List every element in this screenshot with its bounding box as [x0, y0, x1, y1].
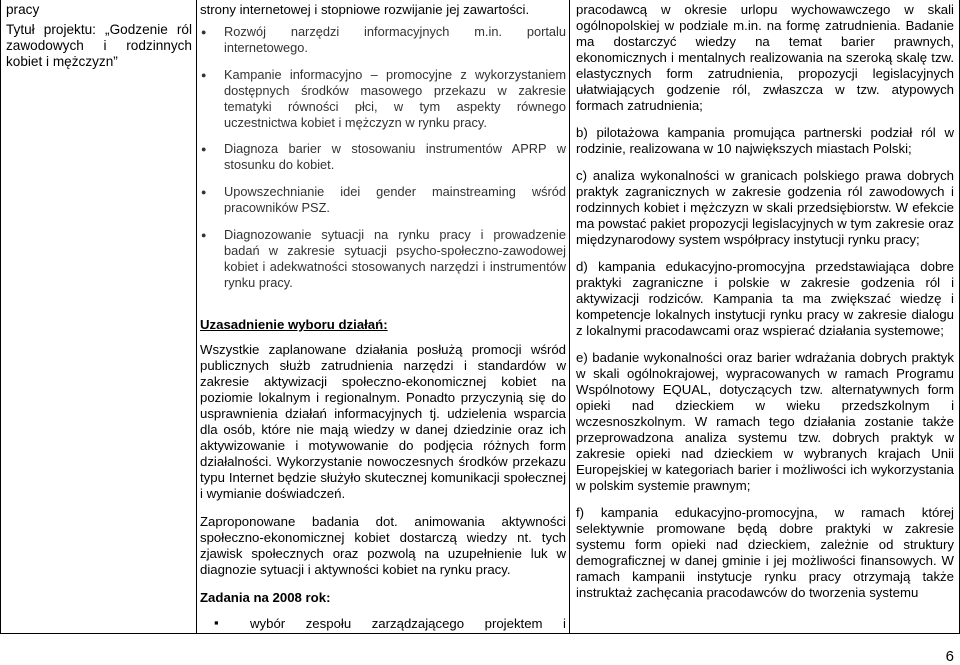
list-item: ▪ wybór zespołu zarządzającego projektem i — [200, 616, 566, 632]
list-item: ● Kampanie informacyjno – promocyjne z wykorzystaniem dostępnych środków masowego przekazu w zakresie tematyki równości płci, w tym aspekty równego uczestnictwa kobiet i mężczyzn w rynku pracy. — [200, 67, 566, 131]
tasks-heading: Zadania na 2008 rok: — [200, 590, 331, 605]
project-title: Tytuł projektu: „Godzenie ról zawodowych i rodzinnych kobiet i mężczyzn” — [6, 22, 192, 69]
proposed-text: Zaproponowane badania dot. animowania aktywności społeczno-ekonomicznej kobiet dostarczą wiedzy nt. tych zjawisk społecznych oraz pozwolą na uzupełnienie luk w diagnozie sytuacji i aktywności kobiet na rynku pracy. — [200, 514, 566, 577]
row-label: pracy — [6, 2, 40, 17]
list-item: e) badanie wykonalności oraz barier wdrażania dobrych praktyk w skali ogólnokrajowej, wypracowanych w ramach Programu Wspólnotowy EQUAL, dotyczących tzw. alternatywnych form opieki nad dzieckiem w wieku przedszkolnym i wczesnoszkolnym. W ramach tego działania zostanie także przeprowadzona analiza systemu tzw. dobrych praktyk w zakresie opieki nad dzieckiem w wybranych krajach Unii Europejskiej w kategoriach barier i możliwości ich wykorzystania w polskim systemie prawnym; — [576, 350, 954, 493]
list-item: ● Upowszechnianie idei gender mainstreaming wśród pracowników PSZ. — [200, 184, 566, 216]
table-border-left — [0, 0, 1, 634]
actions-list — [200, 24, 566, 291]
list-item: d) kampania edukacyjno-promocyjna przedstawiająca dobre praktyki zagraniczne i polskie w zakresie godzenia ról i aktywizacji rodziców. Kampania ta ma zwiększać wiedzę i kompetencje lokalnych instytucji rynku pracy w zakresie dialogu z lokalnymi pracodawcami oraz wspierać działania systemowe; — [576, 259, 954, 338]
page-number: 6 — [945, 648, 954, 665]
intro-text: strony internetowej i stopniowe rozwijanie jej zawartości. — [200, 2, 530, 17]
list-item: ● Diagnozowanie sytuacji na rynku pracy i prowadzenie badań w zakresie sytuacji psycho-społeczno-zawodowej kobiet i adekwatności stosowanych narzędzi i instrumentów rynku pracy. — [200, 227, 566, 291]
table-border-col2 — [569, 0, 570, 634]
middle-column — [200, 0, 566, 634]
list-item: ● Diagnoza barier w stosowaniu instrumentów APRP w stosunku do kobiet. — [200, 141, 566, 173]
research-intro: pracodawcą w okresie urlopu wychowawczego w skali ogólnopolskiej w podziale m.in. na formę zatrudnienia. Badanie ma dostarczyć wiedzy na temat barier prawnych, ekonomicznych i mentalnych realizowania na szeroką skalę tzw. elastycznych form zatrudnienia, propozycji legislacyjnych ułatwiających godzenie ról, zwłaszcza w tzw. atypowych formach zatrudnienia; — [576, 2, 954, 113]
list-item: c) analiza wykonalności w granicach polskiego prawa dobrych praktyk zagranicznych w zakresie godzenia ról zawodowych i rodzinnych kobiet i mężczyzn w skali przedsiębiorstw. W efekcie ma powstać pakiet propozycji legislacyjnych w tym zakresie oraz międzynarodowy system współpracy instytucji rynku pracy; — [576, 168, 954, 247]
left-column — [6, 0, 192, 634]
table-border-col1 — [196, 0, 197, 634]
justification-text: Wszystkie zaplanowane działania posłużą promocji wśród publicznych służb zatrudnienia narzędzi i standardów w zakresie aktywizacji społeczno-ekonomicznej kobiet na poziomie lokalnym i regionalnym. Ponadto przyczynią się do usprawnienia działań informacyjnych tj. udzielenia wsparcia dla osób, które nie mają wiedzy w danej dziedzinie oraz ich aktywizowanie i motywowanie do podjęcia różnych form działalności. Wykorzystanie nowoczesnych środków przekazu typu Internet będzie służyło skutecznej komunikacji społecznej i wymianie doświadczeń. — [200, 342, 566, 501]
right-column — [576, 0, 954, 634]
list-item: f) kampania edukacyjno-promocyjna, w ramach której selektywnie promowane będą dobre praktyki w zakresie systemu form opieki nad dzieckiem, zależnie od struktury demograficznej w danej gminie i jej możliwości finansowych. W ramach kampanii instytucje rynku pracy otrzymają także instruktaż zachęcania pracodawców do tworzenia systemu — [576, 505, 954, 600]
list-item: b) pilotażowa kampania promująca partnerski podział ról w rodzinie, realizowana w 10 największych miastach Polski; — [576, 125, 954, 156]
justification-heading: Uzasadnienie wyboru działań: — [200, 317, 388, 332]
tasks-list — [200, 616, 566, 632]
list-item: ● Rozwój narzędzi informacyjnych m.in. portalu internetowego. — [200, 24, 566, 56]
